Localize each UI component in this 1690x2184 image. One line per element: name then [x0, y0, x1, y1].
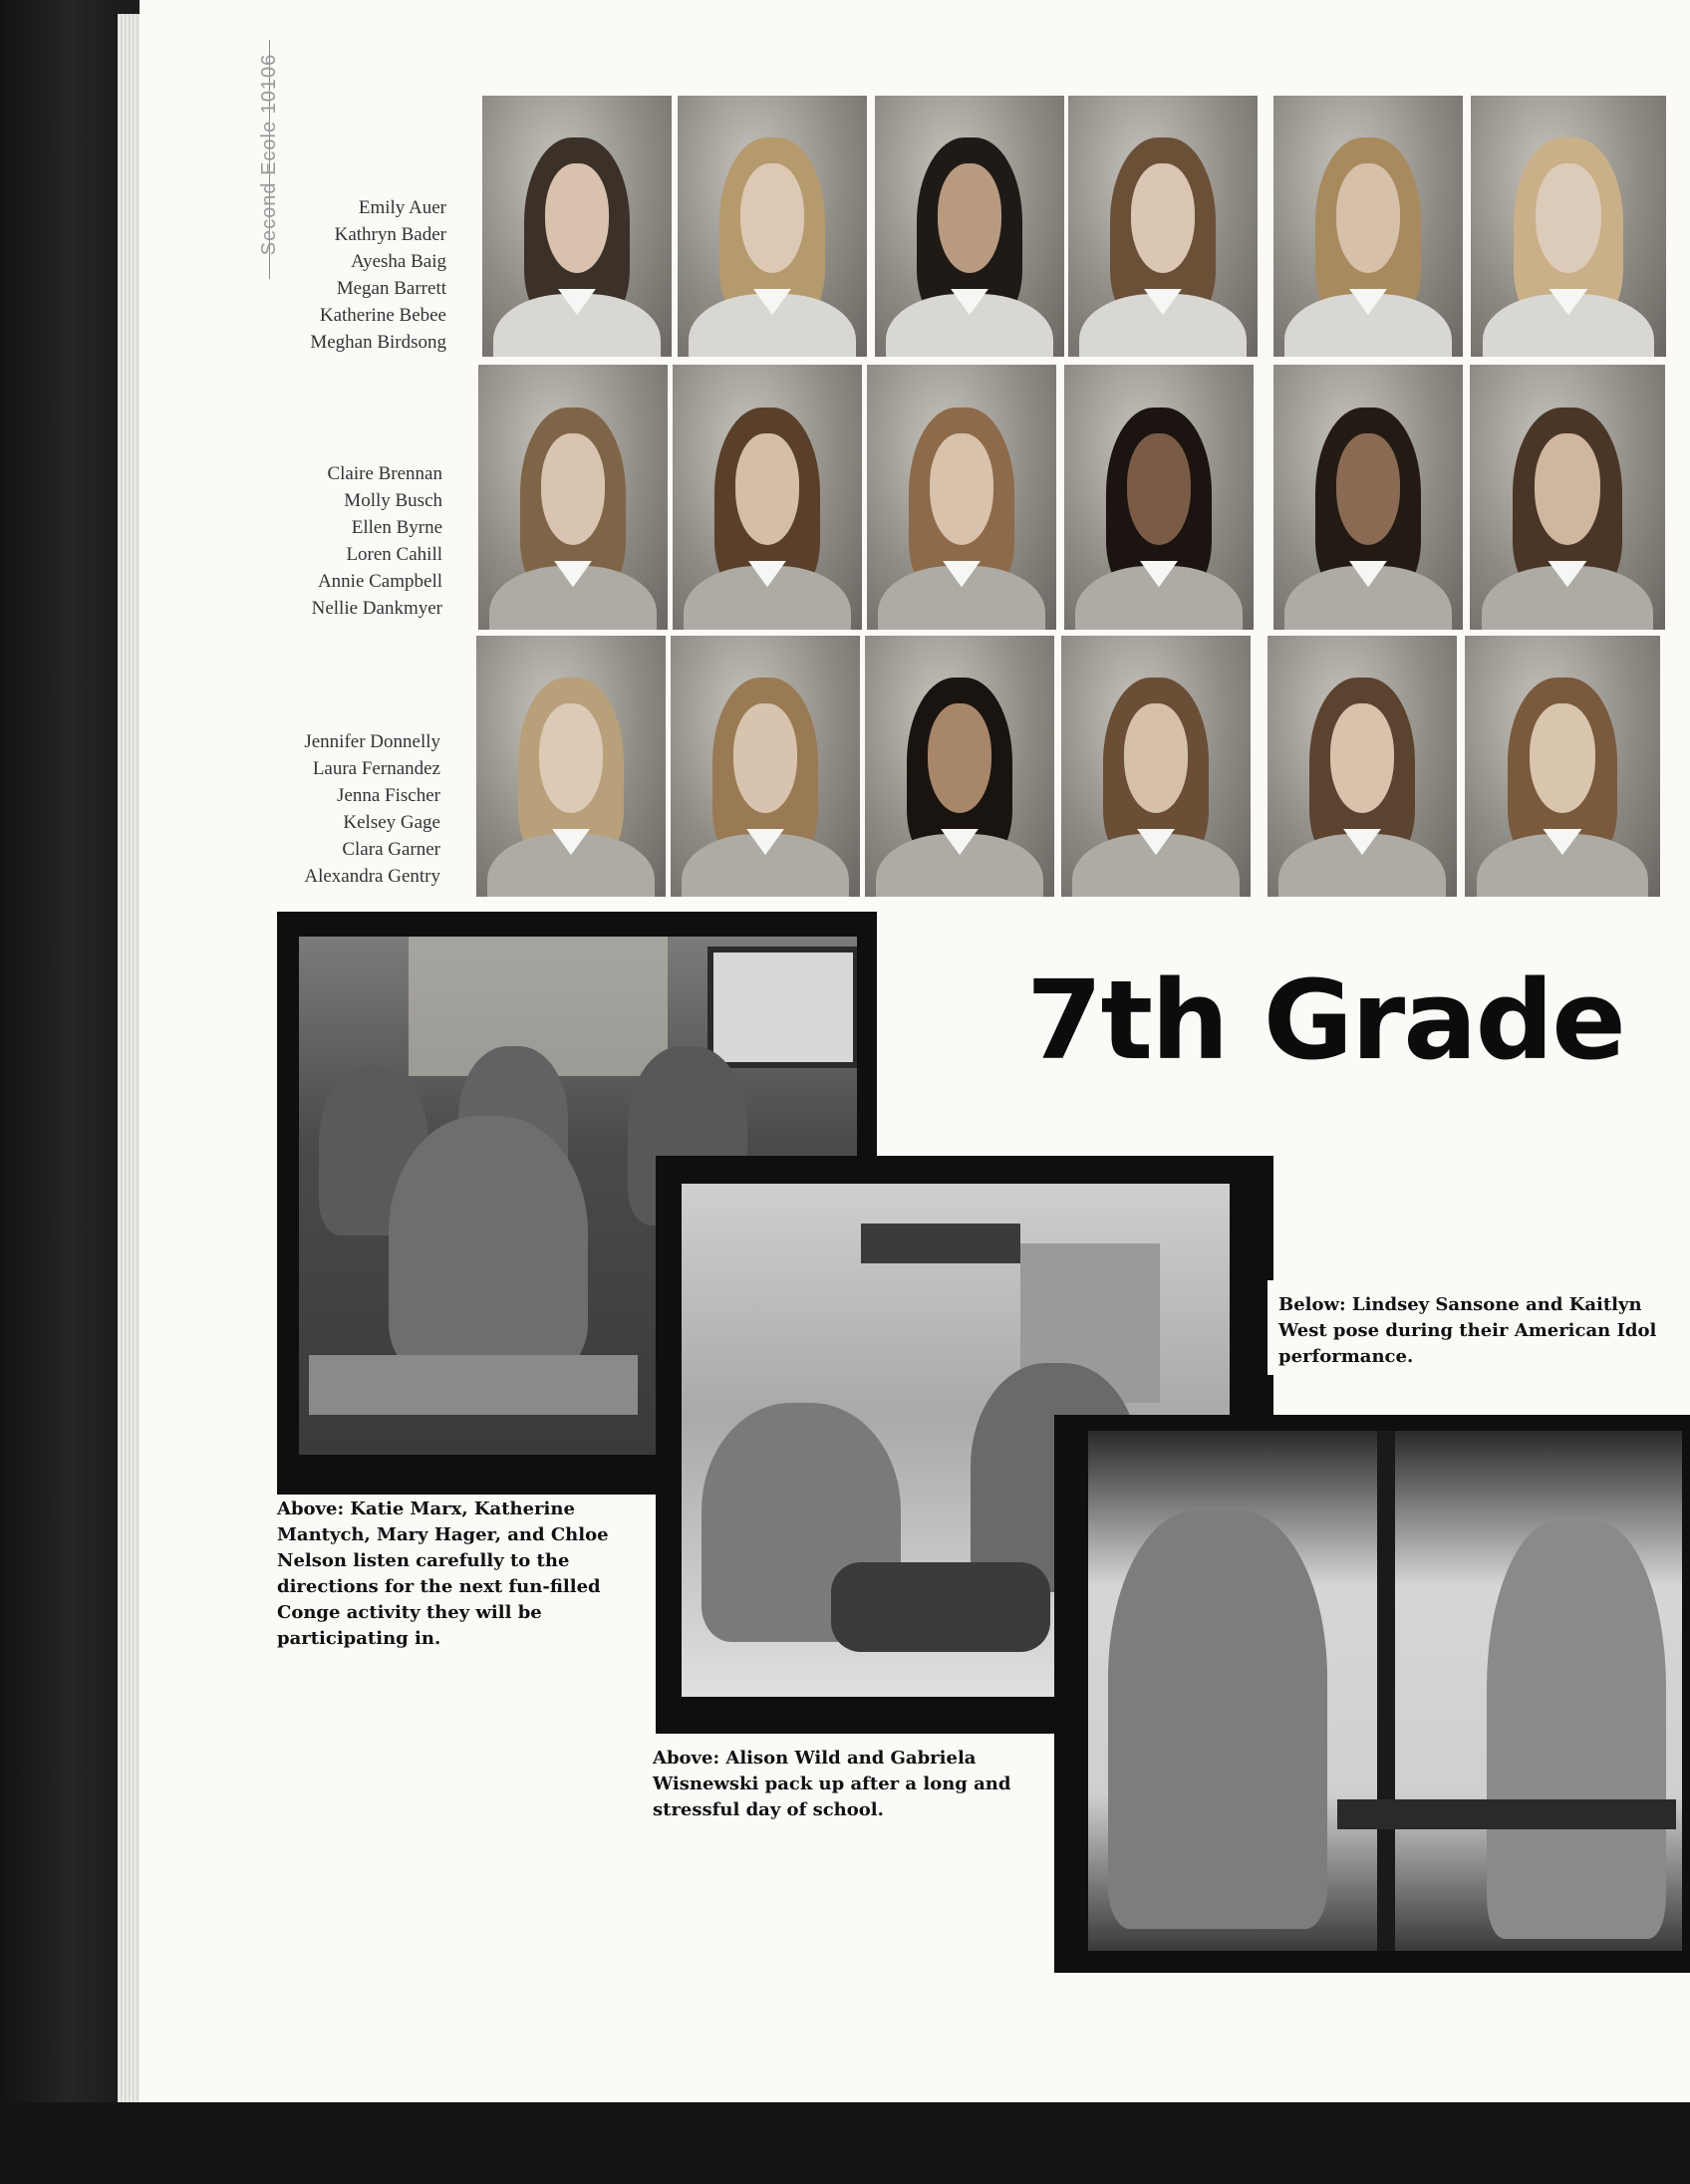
student-portrait: [867, 365, 1056, 630]
table: [1337, 1799, 1676, 1829]
student-portrait: [1061, 636, 1251, 897]
student-name: Annie Campbell: [317, 571, 442, 592]
page-title: 7th Grade: [1026, 956, 1624, 1084]
student-portrait: [1273, 96, 1463, 357]
backpacks: [831, 1562, 1050, 1652]
student-portrait: [673, 365, 862, 630]
student-portrait: [1470, 365, 1665, 630]
name-list-row-1: [217, 194, 446, 356]
table-surface: [0, 2102, 1690, 2184]
student-name: Jenna Fischer: [337, 785, 440, 806]
photo-idol-performance: [1088, 1431, 1682, 1951]
caption-left: Above: Katie Marx, Katherine Mantych, Mary Hager, and Chloe Nelson listen carefully to the directions for the next fun-filled Conge activity they will be participating in.: [277, 1499, 609, 1649]
student-portrait: [482, 96, 672, 357]
student-name: Kathryn Bader: [334, 224, 446, 245]
caption-right: Below: Lindsey Sansone and Kaitlyn West pose during their American Idol performance.: [1278, 1294, 1657, 1367]
student-portrait: [1471, 96, 1666, 357]
student-portrait: [1465, 636, 1660, 897]
book-spine: [0, 0, 118, 2184]
student-portrait: [1268, 636, 1457, 897]
student-name: Ellen Byrne: [351, 517, 442, 538]
performer: [1108, 1510, 1327, 1929]
student-portrait: [865, 636, 1054, 897]
student-portrait: [875, 96, 1064, 357]
student-name: Alexandra Gentry: [304, 866, 440, 887]
stage-pillar: [1377, 1431, 1395, 1951]
student-portrait: [476, 636, 666, 897]
window: [707, 947, 857, 1068]
folio-text: Second Ecole 10106: [258, 53, 280, 256]
student-portrait: [478, 365, 668, 630]
student-portrait: [671, 636, 860, 897]
desk: [309, 1355, 638, 1415]
student-name: Loren Cahill: [346, 544, 442, 565]
student-name: Emily Auer: [358, 197, 446, 218]
student-name: Megan Barrett: [336, 278, 446, 299]
student-portrait: [1273, 365, 1463, 630]
student-name: Laura Fernandez: [312, 758, 440, 779]
caption-middle: Above: Alison Wild and Gabriela Wisnewski pack up after a long and stressful day of school.: [653, 1748, 1011, 1820]
student-name: Nellie Dankmyer: [311, 598, 442, 619]
performer: [1487, 1520, 1666, 1939]
student-name: Katherine Bebee: [319, 305, 446, 326]
student-name: Claire Brennan: [327, 463, 442, 484]
bench: [861, 1224, 1020, 1263]
student-name: Ayesha Baig: [351, 251, 446, 272]
student-portrait: [1064, 365, 1254, 630]
student-name: Kelsey Gage: [343, 812, 440, 833]
student-name: Meghan Birdsong: [310, 332, 446, 353]
student-portrait: [678, 96, 867, 357]
name-list-row-3: [211, 728, 440, 890]
student-name: Jennifer Donnelly: [304, 731, 440, 752]
student-name: Molly Busch: [344, 490, 442, 511]
student-name: Clara Garner: [342, 839, 440, 860]
name-list-row-2: [213, 460, 442, 622]
student-portrait: [1068, 96, 1258, 357]
student-figure: [389, 1116, 588, 1375]
